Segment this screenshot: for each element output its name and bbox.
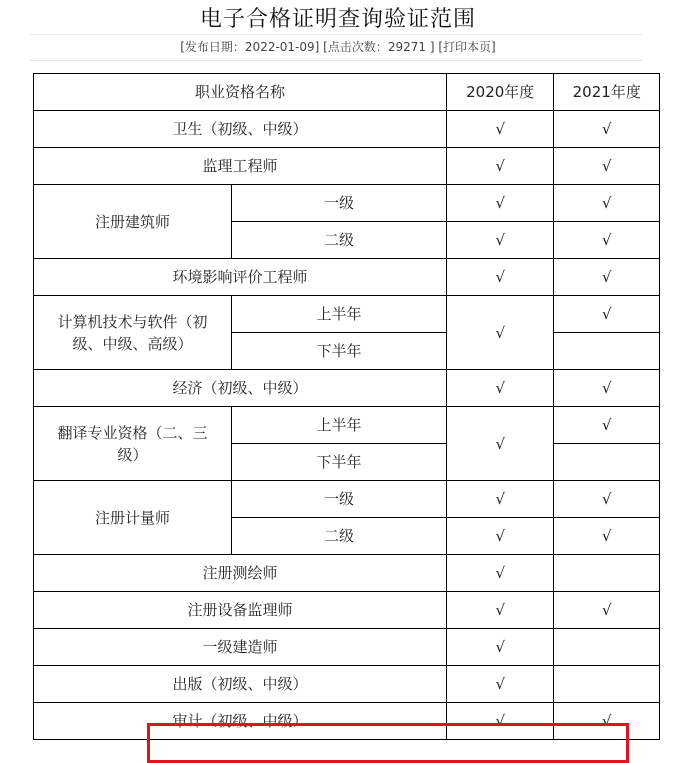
click-count: 29271 [387, 40, 427, 54]
print-page-link[interactable]: [打印本页] [438, 40, 496, 54]
check-2021: √ [554, 370, 660, 407]
check-2021: √ [554, 222, 660, 259]
qualification-name: 注册计量师 [34, 481, 232, 555]
check-2020: √ [446, 555, 554, 592]
check-2020: √ [446, 481, 554, 518]
title-divider [30, 34, 642, 35]
check-2020: √ [446, 666, 554, 703]
qualification-session: 上半年 [231, 407, 446, 444]
check-2020: √ [446, 518, 554, 555]
check-2020: √ [446, 296, 554, 370]
check-2021: √ [554, 148, 660, 185]
table-row [34, 592, 660, 629]
check-2021: √ [554, 518, 660, 555]
click-count-label: ] [点击次数： [314, 40, 388, 54]
verification-scope-table [33, 73, 660, 740]
check-2021: √ [554, 296, 660, 333]
qualification-level: 一级 [231, 185, 446, 222]
qualification-level: 二级 [231, 518, 446, 555]
empty-2021 [554, 555, 660, 592]
page-title: 电子合格证明查询验证范围 [199, 7, 476, 32]
check-2020: √ [446, 370, 554, 407]
qualification-name: 审计（初级、中级） [34, 703, 447, 740]
check-2020: √ [446, 111, 554, 148]
check-2020: √ [446, 185, 554, 222]
qualification-name: 翻译专业资格（二、三级） [34, 407, 232, 481]
table-row [34, 111, 660, 148]
check-2021: √ [554, 407, 660, 444]
table-row [34, 555, 660, 592]
check-2021: √ [554, 592, 660, 629]
qualification-level: 二级 [231, 222, 446, 259]
qualification-name: 注册建筑师 [34, 185, 232, 259]
qualification-name: 监理工程师 [34, 148, 447, 185]
qualification-name: 卫生（初级、中级） [34, 111, 447, 148]
empty-2021 [554, 444, 660, 481]
qualification-level: 一级 [231, 481, 446, 518]
article-meta [0, 38, 676, 55]
qualification-name: 经济（初级、中级） [34, 370, 447, 407]
empty-2021 [554, 629, 660, 666]
check-2021: √ [554, 703, 660, 740]
qualification-name: 计算机技术与软件（初级、中级、高级） [34, 296, 232, 370]
check-2020: √ [446, 222, 554, 259]
check-2020: √ [446, 629, 554, 666]
table-row [34, 370, 660, 407]
publish-date-label: [发布日期： [180, 40, 245, 54]
publish-date: 2022-01-09 [244, 40, 315, 54]
check-2020: √ [446, 703, 554, 740]
qualification-name: 环境影响评价工程师 [34, 259, 447, 296]
check-2021: √ [554, 481, 660, 518]
highlight-box [147, 723, 629, 763]
check-2020: √ [446, 407, 554, 481]
meta-divider [30, 60, 642, 61]
empty-2021 [554, 666, 660, 703]
table-row [34, 185, 660, 222]
qualification-session: 下半年 [231, 333, 446, 370]
empty-2021 [554, 333, 660, 370]
check-2021: √ [554, 259, 660, 296]
table-row [34, 481, 660, 518]
table-row [34, 666, 660, 703]
table-row [34, 296, 660, 333]
qualification-name: 一级建造师 [34, 629, 447, 666]
header-qualification-name: 职业资格名称 [34, 74, 447, 111]
table-header-row [34, 74, 660, 111]
qualification-name: 出版（初级、中级） [34, 666, 447, 703]
header-2020: 2020年度 [446, 74, 554, 111]
table-row [34, 407, 660, 444]
qualification-name: 注册设备监理师 [34, 592, 447, 629]
check-2020: √ [446, 148, 554, 185]
check-2021: √ [554, 185, 660, 222]
qualification-session: 上半年 [231, 296, 446, 333]
table-row [34, 148, 660, 185]
header-2021: 2021年度 [554, 74, 660, 111]
click-count-close: ] [426, 40, 435, 54]
table-row [34, 629, 660, 666]
check-2020: √ [446, 592, 554, 629]
check-2020: √ [446, 259, 554, 296]
qualification-session: 下半年 [231, 444, 446, 481]
table-row [34, 259, 660, 296]
check-2021: √ [554, 111, 660, 148]
qualification-name: 注册测绘师 [34, 555, 447, 592]
